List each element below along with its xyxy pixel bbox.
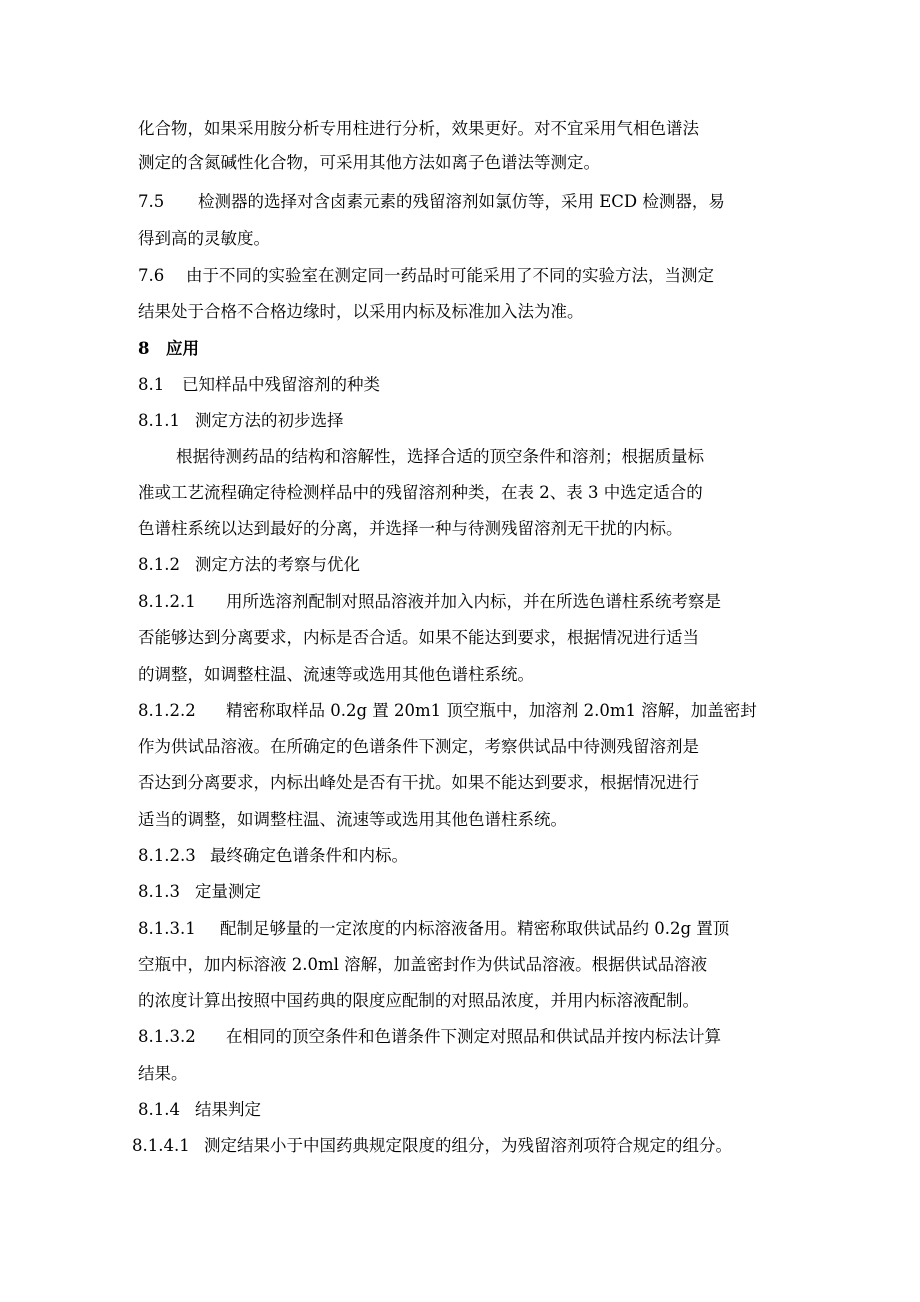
section-8-1-2-2 [138,700,757,722]
section-8-1-3-2 [138,1026,721,1048]
body-line: 色谱柱系统以达到最好的分离，并选择一种与待测残留溶剂无干扰的内标。 [138,519,683,538]
body-line: 在相同的顶空条件和色谱条件下测定对照品和供试品并按内标法计算 [226,1027,721,1046]
section-number: 8.1 [138,375,165,394]
body-line: 否能够达到分离要求，内标是否合适。如果不能达到要求，根据情况进行适当 [138,628,699,647]
section-8-1-3 [138,881,261,903]
section-8-1-4 [138,1099,261,1121]
heading-8 [138,338,199,360]
body-line: 得到高的灵敏度。 [138,229,270,248]
section-number: 7.5 [138,192,165,211]
body-line: 配制足够量的一定浓度的内标溶液备用。精密称取供试品约 0.2g 置顶 [220,919,730,938]
section-8-1-4-1 [132,1135,732,1157]
body-line: 由于不同的实验室在测定同一药品时可能采用了不同的实验方法，当测定 [186,266,714,285]
section-8-1-3-1 [138,918,730,940]
section-number: 8.1.4 [138,1100,180,1119]
section-number: 8.1.2.3 [138,846,196,865]
section-heading: 测定方法的初步选择 [195,411,344,430]
body-line: 精密称取样品 0.2g 置 20m1 顶空瓶中，加溶剂 2.0m1 溶解，加盖密封 [226,701,757,720]
body-line: 准或工艺流程确定待检测样品中的残留溶剂种类，在表 2、表 3 中选定适合的 [138,483,703,502]
section-8-1 [138,374,380,396]
body-line: 化合物，如果采用胺分析专用柱进行分析，效果更好。对不宜采用气相色谱法 [138,119,699,138]
body-line: 否达到分离要求，内标出峰处是否有干扰。如果不能达到要求，根据情况进行 [138,773,699,792]
section-8-1-2-3 [138,845,408,867]
section-8-1-2 [138,554,360,576]
body-line: 测定的含氮碱性化合物，可采用其他方法如离子色谱法等测定。 [138,153,600,172]
section-heading: 测定方法的考察与优化 [195,555,360,574]
body-line: 根据待测药品的结构和溶解性，选择合适的顶空条件和溶剂；根据质量标 [176,447,704,466]
section-number: 8.1.2 [138,555,180,574]
section-number: 8.1.4.1 [132,1136,190,1155]
section-heading: 应用 [166,339,199,358]
body-line: 结果。 [138,1064,188,1083]
section-number: 8.1.3.2 [138,1027,196,1046]
section-heading: 结果判定 [195,1100,261,1119]
section-number: 8.1.2.1 [138,592,196,611]
section-7-6 [138,265,714,287]
body-line: 结果处于合格不合格边缘时，以采用内标及标准加入法为准。 [138,302,584,321]
body-line: 检测器的选择对含卤素元素的残留溶剂如氯仿等，采用 ECD 检测器，易 [198,192,725,211]
body-line: 最终确定色谱条件和内标。 [210,846,408,865]
section-heading: 已知样品中残留溶剂的种类 [182,375,380,394]
section-number: 8.1.3 [138,882,180,901]
body-line: 用所选溶剂配制对照品溶液并加入内标，并在所选色谱柱系统考察是 [226,592,721,611]
body-line: 空瓶中，加内标溶液 2.0ml 溶解，加盖密封作为供试品溶液。根据供试品溶液 [138,955,708,974]
section-number: 8.1.2.2 [138,701,196,720]
section-8-1-1 [138,410,344,432]
section-heading: 定量测定 [195,882,261,901]
body-line: 测定结果小于中国药典规定限度的组分，为残留溶剂项符合规定的组分。 [204,1136,732,1155]
body-line: 适当的调整，如调整柱温、流速等或选用其他色谱柱系统。 [138,810,567,829]
body-line: 的调整，如调整柱温、流速等或选用其他色谱柱系统。 [138,665,534,684]
section-8-1-2-1 [138,591,721,613]
body-line: 作为供试品溶液。在所确定的色谱条件下测定，考察供试品中待测残留溶剂是 [138,737,699,756]
section-number: 8.1.1 [138,411,180,430]
section-number: 8 [138,339,150,358]
section-7-5 [138,191,725,213]
section-number: 7.6 [138,266,165,285]
section-number: 8.1.3.1 [138,919,196,938]
body-line: 的浓度计算出按照中国药典的限度应配制的对照品浓度，并用内标溶液配制。 [138,991,699,1010]
